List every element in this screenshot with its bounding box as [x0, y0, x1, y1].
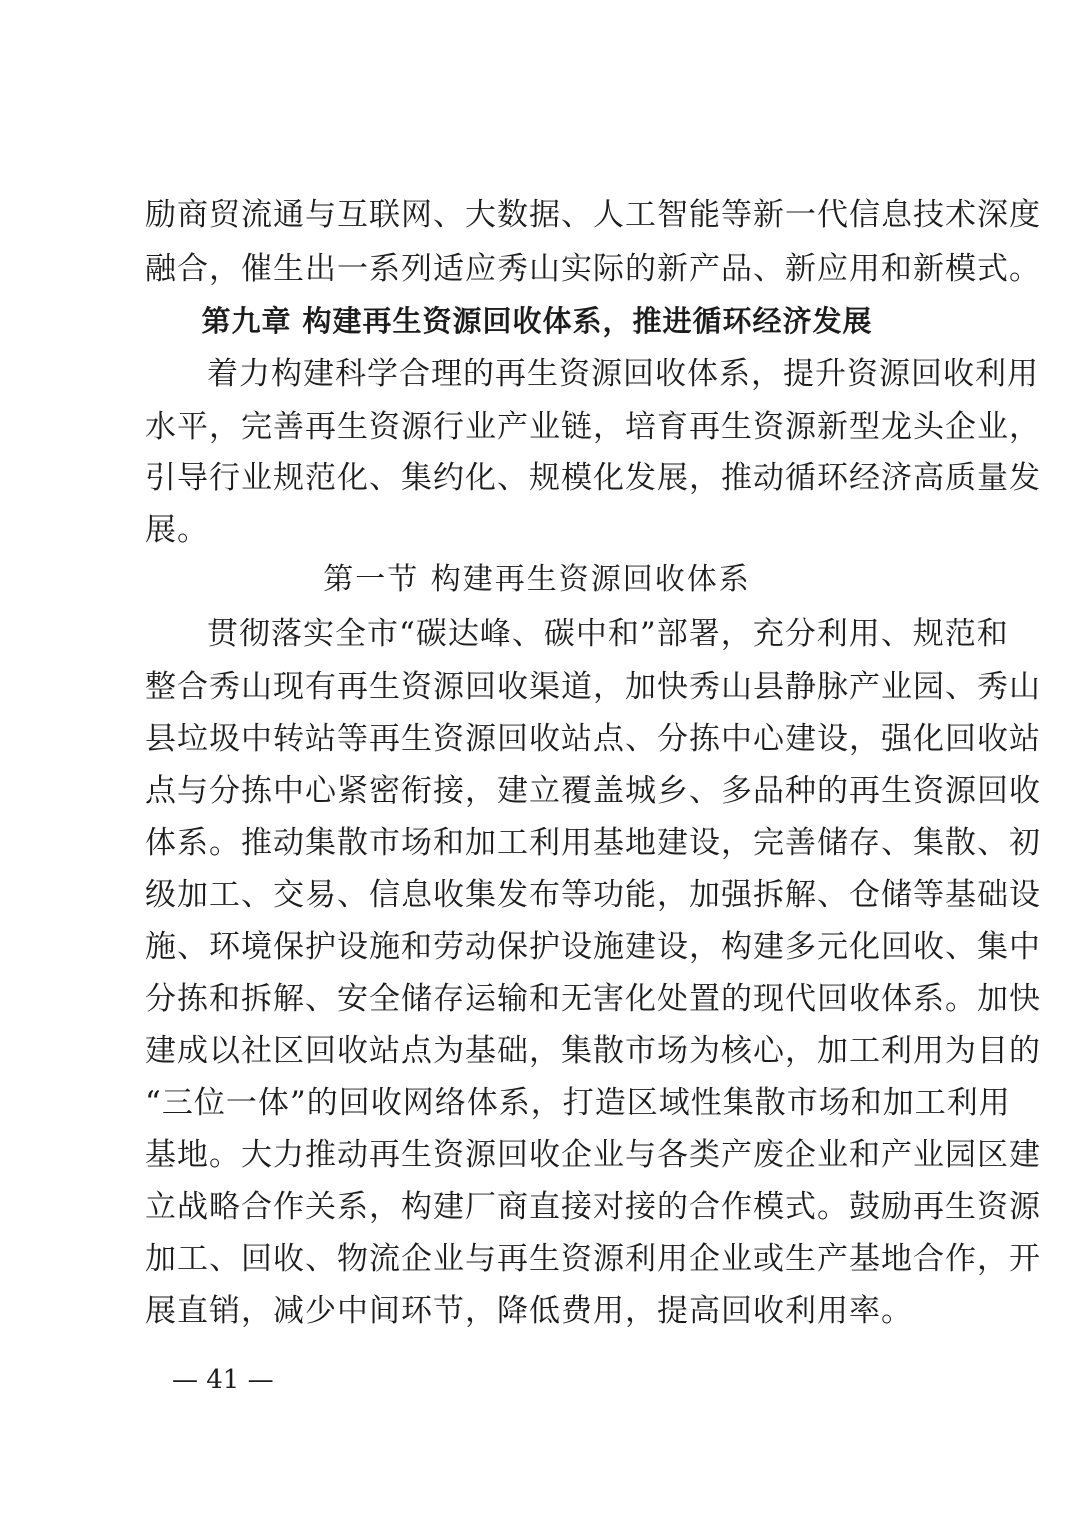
- paragraph-line: 体系。推动集散市场和加工利用基地建设，完善储存、集散、初: [145, 825, 1041, 861]
- paragraph-line: 展直销，减少中间环节，降低费用，提高回收利用率。: [145, 1293, 913, 1329]
- page-number: — 41 —: [172, 1365, 274, 1395]
- paragraph-line: 施、环境保护设施和劳动保护设施建设，构建多元化回收、集中: [145, 929, 1041, 965]
- paragraph-line: 立战略合作关系，构建厂商直接对接的合作模式。鼓励再生资源: [145, 1189, 1041, 1225]
- paragraph-line: 级加工、交易、信息收集发布等功能，加强拆解、仓储等基础设: [145, 877, 1041, 913]
- chapter-heading: 第九章 构建再生资源回收体系，推进循环经济发展: [201, 304, 873, 338]
- paragraph-line: 点与分拣中心紧密衔接，建立覆盖城乡、多品种的再生资源回收: [145, 773, 1041, 809]
- section-heading: 第一节 构建再生资源回收体系: [323, 562, 751, 597]
- paragraph-line: 基地。大力推动再生资源回收企业与各类产废企业和产业园区建: [145, 1137, 1041, 1173]
- paragraph-line: 展。: [145, 512, 209, 548]
- paragraph-line: “三位一体”的回收网络体系，打造区域性集散市场和加工利用: [145, 1085, 1011, 1121]
- paragraph-line: 着力构建科学合理的再生资源回收体系，提升资源回收利用: [207, 356, 1039, 392]
- paragraph-line: 水平，完善再生资源行业产业链，培育再生资源新型龙头企业，: [145, 409, 1041, 445]
- paragraph-line: 分拣和拆解、安全储存运输和无害化处置的现代回收体系。加快: [145, 981, 1041, 1017]
- paragraph-line: 加工、回收、物流企业与再生资源利用企业或生产基地合作，开: [145, 1241, 1041, 1277]
- paragraph-line: 励商贸流通与互联网、大数据、人工智能等新一代信息技术深度: [145, 197, 1041, 233]
- paragraph-line: 整合秀山现有再生资源回收渠道，加快秀山县静脉产业园、秀山: [145, 669, 1041, 705]
- paragraph-line: 贯彻落实全市“碳达峰、碳中和”部署，充分利用、规范和: [207, 616, 1009, 652]
- paragraph-line: 融合，催生出一系列适应秀山实际的新产品、新应用和新模式。: [145, 251, 1041, 287]
- paragraph-line: 建成以社区回收站点为基础，集散市场为核心，加工利用为目的: [145, 1033, 1041, 1069]
- paragraph-line: 县垃圾中转站等再生资源回收站点、分拣中心建设，强化回收站: [145, 721, 1041, 757]
- paragraph-line: 引导行业规范化、集约化、规模化发展，推动循环经济高质量发: [145, 460, 1041, 496]
